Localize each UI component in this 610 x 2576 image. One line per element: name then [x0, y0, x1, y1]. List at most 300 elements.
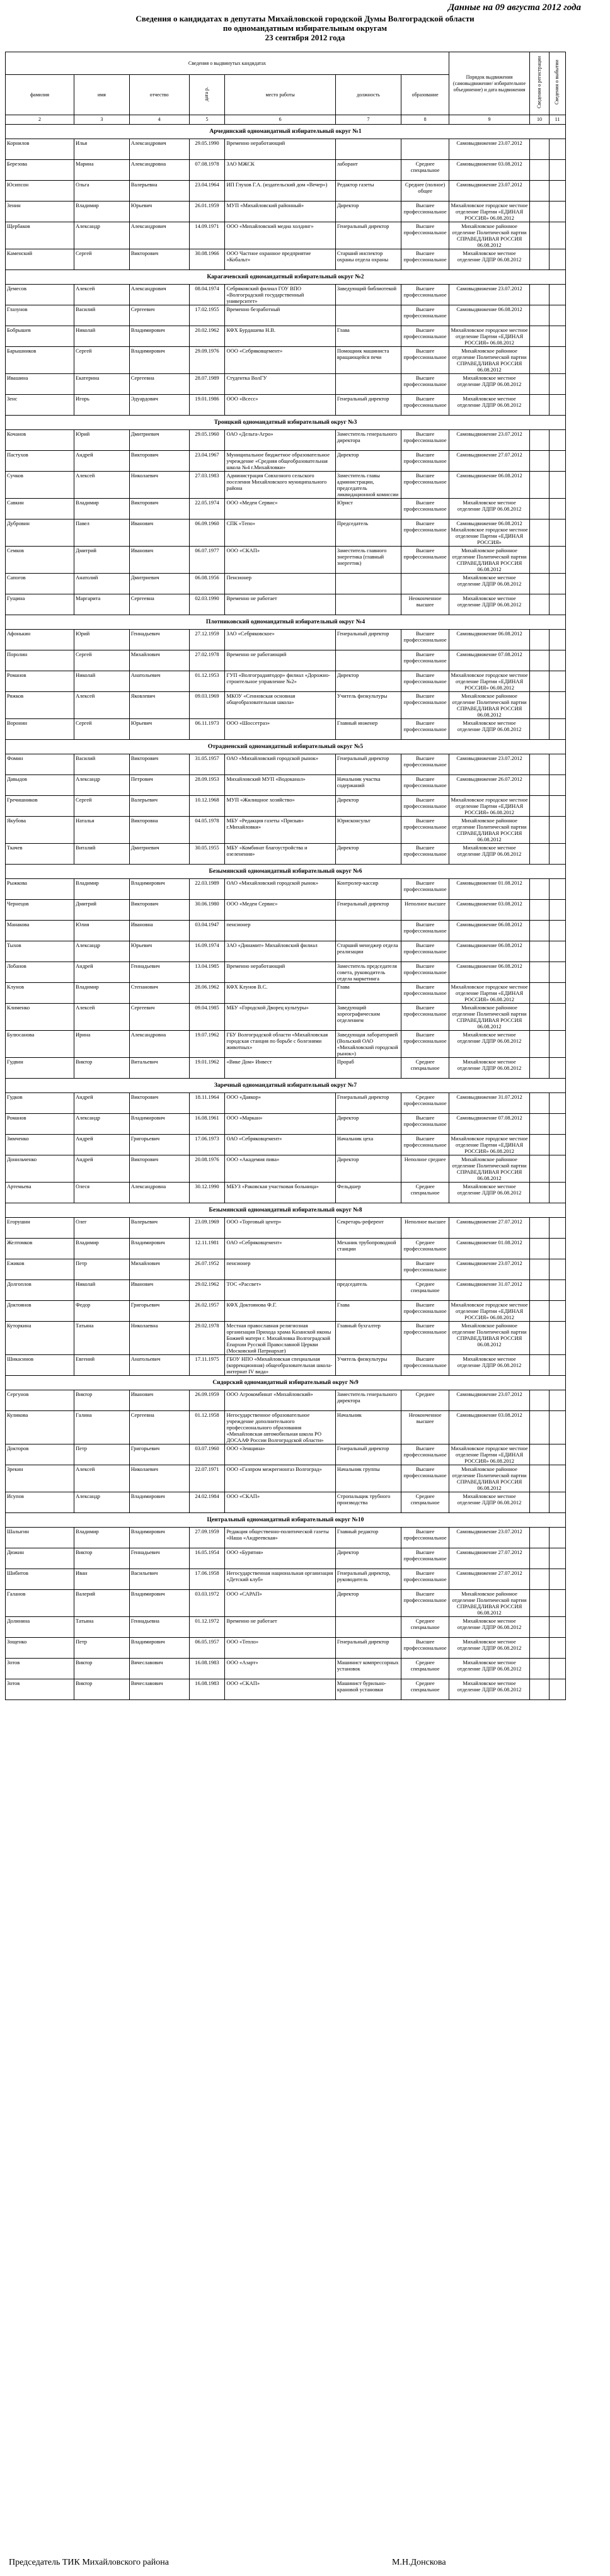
education-cell: Высшее профессиональное	[401, 1355, 449, 1376]
candidate-row	[6, 1239, 566, 1259]
position-cell: Генеральный директор	[335, 754, 401, 775]
nomination-cell: Самовыдвижение 31.07.2012	[449, 1093, 530, 1114]
workplace-cell: Местная православная религиозная организация Прихода храма Казанской иконы Божией матери г. Михайловка Волгоградской Епархии Русской Православной Церкви (Московский Патриархат)	[225, 1322, 335, 1355]
registration-cell	[530, 1155, 550, 1183]
patronymic-cell: Анатольевич	[129, 671, 189, 692]
education-cell: Высшее профессиональное	[401, 1528, 449, 1548]
workplace-cell: Муниципальное бюджетное образовательное учреждение «Средняя общеобразовательная школа №4 г.Михайловки»	[225, 451, 335, 472]
position-cell: Заведующая лабораторией (Вольский ОАО «Михайловский городской рынок»)	[335, 1031, 401, 1058]
surname-cell: Гречишников	[6, 796, 74, 817]
surname-cell: Романов	[6, 671, 74, 692]
header-withdrawal: Сведения о выбытии	[549, 52, 565, 115]
position-cell: Начальник цеха	[335, 1135, 401, 1155]
patronymic-cell: Валерьевна	[129, 181, 189, 201]
registration-cell	[530, 430, 550, 451]
registration-cell	[530, 844, 550, 865]
registration-cell	[530, 285, 550, 305]
education-cell: Высшее профессиональное	[401, 395, 449, 416]
nomination-cell: Самовыдвижение 23.07.2012	[449, 1390, 530, 1411]
document-title	[0, 14, 610, 42]
education-cell: Высшее профессиональное	[401, 1322, 449, 1355]
workplace-cell: ООО «СКАП»	[225, 547, 335, 574]
col-number: 9	[449, 115, 530, 125]
nomination-cell: Самовыдвижение 23.07.2012	[449, 754, 530, 775]
workplace-cell: ООО «Всесс»	[225, 395, 335, 416]
nomination-cell: Михайловское городское местное отделение Партии «ЕДИНАЯ РОССИЯ» 06.08.2012	[449, 671, 530, 692]
registration-cell	[530, 1569, 550, 1590]
withdrawal-cell	[549, 630, 565, 650]
patronymic-cell: Григорьевич	[129, 1444, 189, 1465]
registration-cell	[530, 519, 550, 547]
nomination-cell: Самовыдвижение 31.07.2012	[449, 1280, 530, 1301]
surname-cell: Зимченко	[6, 1135, 74, 1155]
nomination-cell: Михайловское местное отделение ЛДПР 06.08.2012	[449, 1659, 530, 1679]
patronymic-cell: Степанович	[129, 983, 189, 1004]
workplace-cell: ООО «Себряковцемент»	[225, 347, 335, 374]
header-patronymic: отчество	[129, 75, 189, 115]
withdrawal-cell	[549, 1528, 565, 1548]
surname-cell: Ткачев	[6, 844, 74, 865]
registration-cell	[530, 1239, 550, 1259]
education-cell: Высшее профессиональное	[401, 1301, 449, 1322]
birthdate-cell: 23.04.1967	[189, 451, 225, 472]
birthdate-cell: 30.05.1955	[189, 844, 225, 865]
birthdate-cell: 12.11.1981	[189, 1239, 225, 1259]
header-numbers-row	[6, 115, 566, 125]
candidates-table	[5, 52, 566, 1700]
birthdate-cell: 17.06.1958	[189, 1569, 225, 1590]
birthdate-cell: 16.09.1974	[189, 941, 225, 962]
candidate-row	[6, 547, 566, 574]
registration-cell	[530, 1114, 550, 1135]
withdrawal-cell	[549, 1183, 565, 1203]
candidate-row	[6, 519, 566, 547]
position-cell: Редактор газеты	[335, 181, 401, 201]
name-cell: Виктор	[74, 1548, 130, 1569]
name-cell: Владимир	[74, 201, 130, 222]
position-cell: Прораб	[335, 1058, 401, 1079]
candidate-row	[6, 374, 566, 395]
candidate-row	[6, 347, 566, 374]
position-cell: Заведующий хореографическим отделением	[335, 1004, 401, 1031]
nomination-cell: Михайловское районное отделение Политической партии СПРАВЕДЛИВАЯ РОССИЯ 06.08.2012	[449, 1465, 530, 1492]
withdrawal-cell	[549, 519, 565, 547]
workplace-cell: Временно не работает	[225, 594, 335, 615]
patronymic-cell: Владимирович	[129, 347, 189, 374]
education-cell: Высшее профессиональное	[401, 249, 449, 270]
education-cell: Высшее профессиональное	[401, 775, 449, 796]
surname-cell: Воронин	[6, 719, 74, 740]
education-cell: Высшее профессиональное	[401, 983, 449, 1004]
name-cell: Татьяна	[74, 1322, 130, 1355]
candidate-row	[6, 1569, 566, 1590]
position-cell: Юрисконсульт	[335, 817, 401, 844]
position-cell: Директор	[335, 1548, 401, 1569]
signature-line	[9, 2558, 563, 2568]
patronymic-cell: Владимирович	[129, 1528, 189, 1548]
education-cell: Высшее профессиональное	[401, 941, 449, 962]
nomination-cell: Михайловское районное отделение Политической партии СПРАВЕДЛИВАЯ РОССИЯ 06.08.2012	[449, 1155, 530, 1183]
registration-cell	[530, 1411, 550, 1444]
registration-cell	[530, 754, 550, 775]
education-cell: Высшее профессиональное	[401, 1548, 449, 1569]
patronymic-cell: Геннадьевич	[129, 962, 189, 983]
birthdate-cell: 23.09.1969	[189, 1218, 225, 1239]
education-cell: Высшее профессиональное	[401, 222, 449, 249]
education-cell: Высшее профессиональное	[401, 1135, 449, 1155]
birthdate-cell: 13.04.1985	[189, 962, 225, 983]
patronymic-cell: Геннадьевич	[129, 1548, 189, 1569]
workplace-cell: ОАО «Михайловский городской рынок»	[225, 879, 335, 900]
birthdate-cell: 29.05.1960	[189, 430, 225, 451]
withdrawal-cell	[549, 1031, 565, 1058]
name-cell: Андрей	[74, 451, 130, 472]
position-cell: Генеральный директор	[335, 1638, 401, 1659]
surname-cell: Кочанов	[6, 430, 74, 451]
surname-cell: Зенс	[6, 395, 74, 416]
name-cell: Николай	[74, 326, 130, 347]
birthdate-cell: 18.11.1964	[189, 1093, 225, 1114]
withdrawal-cell	[549, 249, 565, 270]
district-title: Безымянский одномандатный избирательный округ №6	[6, 865, 566, 879]
position-cell: Заместитель генерального директора	[335, 1390, 401, 1411]
education-cell: Высшее профессиональное	[401, 671, 449, 692]
name-cell: Петр	[74, 1259, 130, 1280]
birthdate-cell: 10.12.1968	[189, 796, 225, 817]
patronymic-cell: Николаевич	[129, 472, 189, 499]
nomination-cell: Самовыдвижение 06.08.2012	[449, 305, 530, 326]
withdrawal-cell	[549, 499, 565, 519]
surname-cell: Артемьева	[6, 1183, 74, 1203]
nomination-cell: Михайловское городское местное отделение Партии «ЕДИНАЯ РОССИЯ» 06.08.2012	[449, 1135, 530, 1155]
registration-cell	[530, 796, 550, 817]
workplace-cell: Себряковский филиал ГОУ ВПО «Волгоградский государственный университет»	[225, 285, 335, 305]
name-cell: Сергей	[74, 347, 130, 374]
education-cell: Неполное высшее	[401, 900, 449, 921]
nomination-cell: Самовыдвижение 23.07.2012	[449, 285, 530, 305]
education-cell: Высшее профессиональное	[401, 1638, 449, 1659]
surname-cell: Дюжин	[6, 1548, 74, 1569]
surname-cell: Глазунов	[6, 305, 74, 326]
nomination-cell: Михайловское районное отделение Политической партии СПРАВЕДЛИВАЯ РОССИЯ 06.08.2012	[449, 1004, 530, 1031]
surname-cell: Юсипсон	[6, 181, 74, 201]
education-cell	[401, 139, 449, 160]
name-cell: Алексей	[74, 692, 130, 719]
registration-cell	[530, 671, 550, 692]
position-cell	[335, 1617, 401, 1638]
withdrawal-cell	[549, 1218, 565, 1239]
surname-cell: Шалыгин	[6, 1528, 74, 1548]
chairman-name: М.Н.Донскова	[392, 2558, 446, 2567]
col-number: 6	[225, 115, 335, 125]
registration-cell	[530, 719, 550, 740]
withdrawal-cell	[549, 326, 565, 347]
header-name: имя	[74, 75, 130, 115]
withdrawal-cell	[549, 879, 565, 900]
patronymic-cell: Александровна	[129, 160, 189, 181]
candidate-row	[6, 201, 566, 222]
education-cell: Высшее профессиональное	[401, 921, 449, 941]
registration-cell	[530, 1590, 550, 1617]
position-cell: Директор	[335, 201, 401, 222]
name-cell: Петр	[74, 1444, 130, 1465]
position-cell: Начальник участка содержаний	[335, 775, 401, 796]
nomination-cell: Самовыдвижение 03.08.2012	[449, 160, 530, 181]
workplace-cell: ООО «Медеи Сервис»	[225, 900, 335, 921]
nomination-cell: Михайловское районное отделение Политической партии СПРАВЕДЛИВАЯ РОССИЯ 06.08.2012	[449, 347, 530, 374]
patronymic-cell: Михайлович	[129, 1259, 189, 1280]
withdrawal-cell	[549, 285, 565, 305]
workplace-cell: Негосударственная национальная организация «Детский клуб»	[225, 1569, 335, 1590]
district-row	[6, 1079, 566, 1093]
surname-cell: Манакова	[6, 921, 74, 941]
workplace-cell: Временно не работает	[225, 1617, 335, 1638]
withdrawal-cell	[549, 1492, 565, 1513]
name-cell: Сергей	[74, 249, 130, 270]
birthdate-cell: 03.03.1972	[189, 1590, 225, 1617]
patronymic-cell: Григорьевич	[129, 1135, 189, 1155]
patronymic-cell: Викторовна	[129, 817, 189, 844]
birthdate-cell: 26.09.1959	[189, 1390, 225, 1411]
registration-cell	[530, 941, 550, 962]
candidate-row	[6, 1031, 566, 1058]
nomination-cell: Самовыдвижение 06.08.2012	[449, 630, 530, 650]
name-cell: Владимир	[74, 499, 130, 519]
withdrawal-cell	[549, 921, 565, 941]
position-cell: Глава	[335, 326, 401, 347]
patronymic-cell: Иванович	[129, 1390, 189, 1411]
position-cell: Заведующий библиотекой	[335, 285, 401, 305]
candidate-row	[6, 451, 566, 472]
patronymic-cell: Михайлович	[129, 650, 189, 671]
col-number: 11	[549, 115, 565, 125]
education-cell: Среднее специальное	[401, 1659, 449, 1679]
candidate-row	[6, 1093, 566, 1114]
candidate-row	[6, 983, 566, 1004]
patronymic-cell: Викторович	[129, 1093, 189, 1114]
position-cell: Председатель	[335, 519, 401, 547]
registration-cell	[530, 630, 550, 650]
position-cell: Учитель физкультуры	[335, 692, 401, 719]
withdrawal-cell	[549, 1301, 565, 1322]
birthdate-cell: 28.07.1989	[189, 374, 225, 395]
nomination-cell: Самовыдвижение 27.07.2012	[449, 1218, 530, 1239]
candidate-row	[6, 1492, 566, 1513]
workplace-cell: ООО Частное охранное предприятие «Кобальт»	[225, 249, 335, 270]
surname-cell: Бобрышев	[6, 326, 74, 347]
registration-cell	[530, 201, 550, 222]
withdrawal-cell	[549, 1548, 565, 1569]
withdrawal-cell	[549, 347, 565, 374]
birthdate-cell: 28.09.1953	[189, 775, 225, 796]
nomination-cell: Михайловское местное отделение ЛДПР 06.08.2012	[449, 594, 530, 615]
candidate-row	[6, 1218, 566, 1239]
nomination-cell: Михайловское районное отделение Политической партии СПРАВЕДЛИВАЯ РОССИЯ 06.08.2012	[449, 1322, 530, 1355]
education-cell: Среднее специальное	[401, 1679, 449, 1700]
education-cell: Высшее профессиональное	[401, 305, 449, 326]
workplace-cell: МКОУ «Сенновская основная общеобразовательная школа»	[225, 692, 335, 719]
patronymic-cell: Эдуардович	[129, 395, 189, 416]
title-line-2: по одномандатным избирательным округам	[222, 23, 388, 33]
position-cell: Начальник группы	[335, 1465, 401, 1492]
surname-cell: Романов	[6, 1114, 74, 1135]
position-cell	[335, 574, 401, 594]
withdrawal-cell	[549, 430, 565, 451]
registration-cell	[530, 1444, 550, 1465]
birthdate-cell: 29.02.1978	[189, 1322, 225, 1355]
education-cell: Высшее профессиональное	[401, 879, 449, 900]
name-cell: Валерий	[74, 1590, 130, 1617]
surname-cell: Доктоянов	[6, 1301, 74, 1322]
registration-cell	[530, 139, 550, 160]
registration-cell	[530, 775, 550, 796]
nomination-cell: Михайловское местное отделение ЛДПР 06.08.2012	[449, 1492, 530, 1513]
data-date-note: Данные на 09 августа 2012 года	[447, 3, 581, 13]
education-cell: Среднее профессиональное	[401, 1093, 449, 1114]
patronymic-cell: Григорьевич	[129, 1301, 189, 1322]
patronymic-cell: Вячеславович	[129, 1679, 189, 1700]
position-cell: Генеральный директор	[335, 900, 401, 921]
name-cell: Василий	[74, 305, 130, 326]
surname-cell: Гудков	[6, 1093, 74, 1114]
withdrawal-cell	[549, 900, 565, 921]
surname-cell: Савкин	[6, 499, 74, 519]
withdrawal-cell	[549, 844, 565, 865]
education-cell: Высшее профессиональное	[401, 1031, 449, 1058]
education-cell: Высшее профессиональное	[401, 844, 449, 865]
education-cell: Высшее профессиональное	[401, 1114, 449, 1135]
patronymic-cell: Петрович	[129, 775, 189, 796]
nomination-cell: Михайловское местное отделение ЛДПР 06.08.2012	[449, 249, 530, 270]
surname-cell: Рыжкова	[6, 879, 74, 900]
name-cell: Владимир	[74, 879, 130, 900]
nomination-cell: Михайловское местное отделение ЛДПР 06.08.2012	[449, 1617, 530, 1638]
withdrawal-cell	[549, 547, 565, 574]
registration-cell	[530, 1135, 550, 1155]
position-cell: Генеральный директор	[335, 1093, 401, 1114]
birthdate-cell: 08.04.1974	[189, 285, 225, 305]
education-cell: Высшее профессиональное	[401, 1465, 449, 1492]
position-cell: Заместитель генерального директора	[335, 430, 401, 451]
surname-cell: Шикасинов	[6, 1355, 74, 1376]
name-cell: Николай	[74, 671, 130, 692]
birthdate-cell: 09.03.1969	[189, 692, 225, 719]
education-cell: Высшее профессиональное	[401, 519, 449, 547]
candidate-row	[6, 139, 566, 160]
withdrawal-cell	[549, 962, 565, 983]
position-cell: Учитель физкультуры	[335, 1355, 401, 1376]
header-registration: Сведения о регистрации	[530, 52, 550, 115]
candidate-row	[6, 1322, 566, 1355]
surname-cell: Гущина	[6, 594, 74, 615]
registration-cell	[530, 547, 550, 574]
name-cell: Сергей	[74, 796, 130, 817]
education-cell: Высшее профессиональное	[401, 692, 449, 719]
patronymic-cell: Александрович	[129, 285, 189, 305]
workplace-cell: ООО «Медеи Сервис»	[225, 499, 335, 519]
surname-cell: Куторкина	[6, 1322, 74, 1355]
candidate-row	[6, 1411, 566, 1444]
candidate-row	[6, 817, 566, 844]
position-cell: Глава	[335, 983, 401, 1004]
col-number: 7	[335, 115, 401, 125]
candidate-row	[6, 594, 566, 615]
nomination-cell: Михайловское районное отделение Политической партии СПРАВЕДЛИВАЯ РОССИЯ 06.08.2012	[449, 222, 530, 249]
name-cell: Юлия	[74, 921, 130, 941]
surname-cell: Давыдов	[6, 775, 74, 796]
withdrawal-cell	[549, 775, 565, 796]
patronymic-cell: Яковлевич	[129, 692, 189, 719]
patronymic-cell: Дмитриевич	[129, 430, 189, 451]
patronymic-cell: Александрович	[129, 139, 189, 160]
district-title: Плотниковский одномандатный избирательный округ №4	[6, 615, 566, 630]
candidate-row	[6, 719, 566, 740]
district-row	[6, 1376, 566, 1390]
nomination-cell: Михайловское районное отделение Политической партии СПРАВЕДЛИВАЯ РОССИЯ 06.08.2012	[449, 692, 530, 719]
surname-cell: Шибитов	[6, 1569, 74, 1590]
registration-cell	[530, 1617, 550, 1638]
withdrawal-cell	[549, 1617, 565, 1638]
name-cell: Петр	[74, 1638, 130, 1659]
workplace-cell: ООО «Шоссетраз»	[225, 719, 335, 740]
title-line-1: Сведения о кандидатах в депутаты Михайловской городской Думы Волгоградской области	[135, 14, 475, 23]
nomination-cell: Самовыдвижение 26.07.2012	[449, 775, 530, 796]
birthdate-cell: 06.07.1977	[189, 547, 225, 574]
candidate-row	[6, 222, 566, 249]
withdrawal-cell	[549, 1444, 565, 1465]
nomination-cell: Самовыдвижение 01.08.2012	[449, 1239, 530, 1259]
birthdate-cell: 17.06.1973	[189, 1135, 225, 1155]
nomination-cell: Михайловское местное отделение ЛДПР 06.08.2012	[449, 844, 530, 865]
birthdate-cell: 16.08.1983	[189, 1679, 225, 1700]
withdrawal-cell	[549, 650, 565, 671]
patronymic-cell: Геннадьевич	[129, 630, 189, 650]
district-title: Сидорский одномандатный избирательный округ №9	[6, 1376, 566, 1390]
name-cell: Николай	[74, 1280, 130, 1301]
workplace-cell: ОАО «Себряковцемент»	[225, 1239, 335, 1259]
withdrawal-cell	[549, 1135, 565, 1155]
birthdate-cell: 28.06.1962	[189, 983, 225, 1004]
workplace-cell: ГБУ Волгоградской области «Михайловская городская станция по борьбе с болезнями животных»	[225, 1031, 335, 1058]
district-row	[6, 270, 566, 285]
patronymic-cell: Иванович	[129, 547, 189, 574]
position-cell: Юрист	[335, 499, 401, 519]
workplace-cell: МБУЗ «Раковская участковая больница»	[225, 1183, 335, 1203]
birthdate-cell: 20.08.1976	[189, 1155, 225, 1183]
withdrawal-cell	[549, 754, 565, 775]
candidate-row	[6, 844, 566, 865]
education-cell: Высшее профессиональное	[401, 547, 449, 574]
withdrawal-cell	[549, 983, 565, 1004]
patronymic-cell: Дмитриевич	[129, 574, 189, 594]
district-row	[6, 1203, 566, 1218]
patronymic-cell: Валерьевич	[129, 796, 189, 817]
nomination-cell: Самовыдвижение 27.07.2012	[449, 451, 530, 472]
withdrawal-cell	[549, 374, 565, 395]
patronymic-cell: Сергеевна	[129, 594, 189, 615]
withdrawal-cell	[549, 1004, 565, 1031]
workplace-cell: ООО «Академия пива»	[225, 1155, 335, 1183]
candidate-row	[6, 941, 566, 962]
birthdate-cell: 26.07.1952	[189, 1259, 225, 1280]
district-title: Безымянский одномандатный избирательный округ №8	[6, 1203, 566, 1218]
chairman-title: Председатель ТИК Михайловского района	[9, 2558, 169, 2567]
nomination-cell: Михайловское местное отделение ЛДПР 06.08.2012	[449, 1638, 530, 1659]
birthdate-cell: 29.05.1990	[189, 139, 225, 160]
district-row	[6, 416, 566, 430]
birthdate-cell: 01.12.1953	[189, 671, 225, 692]
registration-cell	[530, 1679, 550, 1700]
